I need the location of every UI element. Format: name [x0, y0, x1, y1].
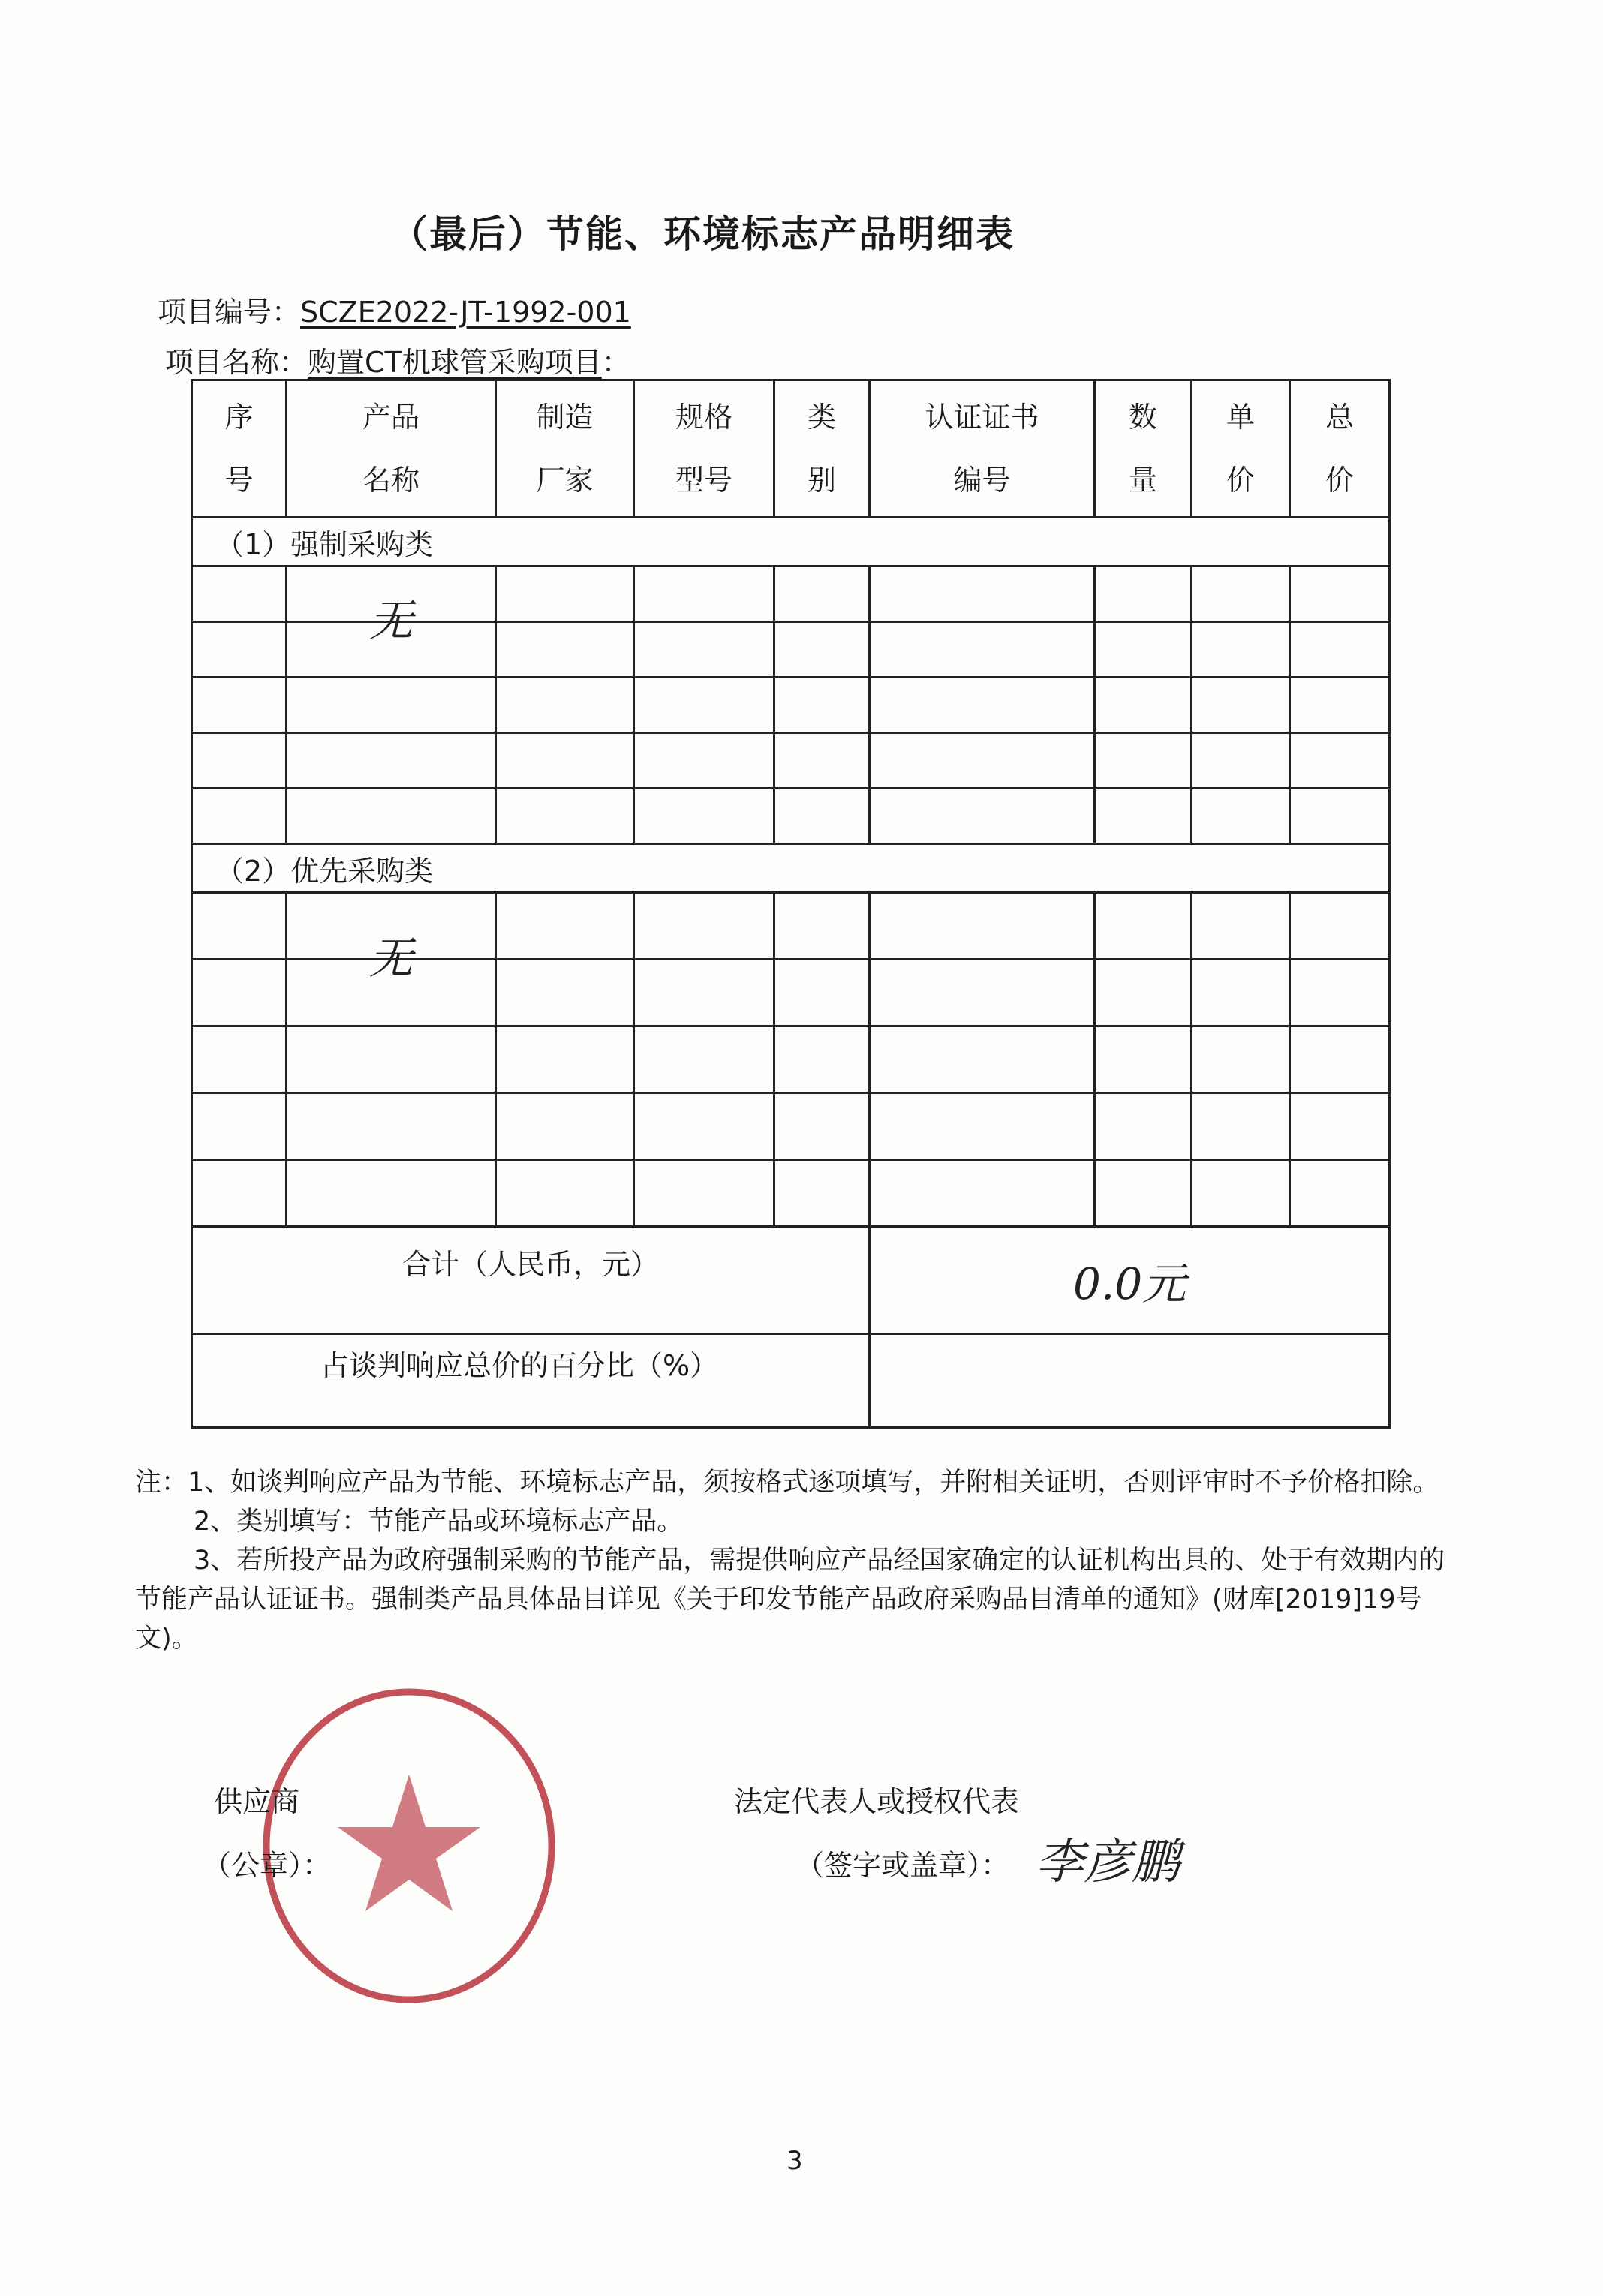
table-cell — [1192, 1026, 1290, 1093]
table-cell — [774, 789, 870, 844]
table-cell — [1192, 1160, 1290, 1227]
table-cell — [774, 622, 870, 678]
table-cell — [287, 1093, 496, 1160]
table-cell — [496, 1160, 634, 1227]
table-cell — [774, 1026, 870, 1093]
table-cell — [634, 1093, 774, 1160]
table-cell — [192, 622, 287, 678]
table-cell — [496, 733, 634, 789]
table-cell — [870, 960, 1095, 1026]
percent-value — [870, 1334, 1390, 1428]
table-row — [192, 893, 1390, 960]
table-cell — [287, 1026, 496, 1093]
handwritten-none: 无 — [287, 893, 496, 960]
table-row — [192, 1160, 1390, 1227]
table-cell — [634, 893, 774, 960]
table-cell — [1290, 678, 1390, 733]
table-cell — [496, 893, 634, 960]
table-cell — [192, 566, 287, 622]
table-cell — [287, 1160, 496, 1227]
table-cell — [870, 622, 1095, 678]
header-row — [192, 380, 1390, 518]
table-cell — [774, 678, 870, 733]
table-cell — [1192, 789, 1290, 844]
table-cell — [870, 1160, 1095, 1227]
section-row: （2）优先采购类 — [192, 844, 1390, 893]
table-cell — [496, 566, 634, 622]
col-header: 类 别 — [774, 380, 870, 518]
table-cell — [192, 893, 287, 960]
table-cell — [192, 960, 287, 1026]
table-cell — [774, 733, 870, 789]
project-name: 项目名称：购置CT机球管采购项目： — [165, 346, 630, 379]
table-cell — [634, 1026, 774, 1093]
table-cell — [1095, 622, 1192, 678]
table-row — [192, 566, 1390, 622]
section-row: （1）强制采购类 — [192, 518, 1390, 566]
table-cell — [287, 678, 496, 733]
supplier-seal-label: （公章）： — [203, 1849, 332, 1882]
table-row — [192, 678, 1390, 733]
table-cell — [1290, 622, 1390, 678]
table-cell — [1192, 893, 1290, 960]
table-cell — [870, 566, 1095, 622]
table-cell — [774, 893, 870, 960]
table-cell — [192, 1160, 287, 1227]
supplier-label: 供应商 — [214, 1785, 300, 1818]
table-cell — [496, 1026, 634, 1093]
table-cell — [1192, 733, 1290, 789]
table-cell — [1095, 678, 1192, 733]
page-number: 3 — [786, 2146, 803, 2176]
table-cell — [496, 789, 634, 844]
table-cell — [1192, 1093, 1290, 1160]
table-cell — [774, 566, 870, 622]
table-cell — [634, 1160, 774, 1227]
page-title: （最后）节能、环境标志产品明细表 — [390, 212, 1015, 256]
table-cell — [1290, 960, 1390, 1026]
table-cell — [1095, 1026, 1192, 1093]
table-cell — [1290, 733, 1390, 789]
table-row — [192, 1026, 1390, 1093]
table-cell — [870, 789, 1095, 844]
table-cell — [1192, 678, 1290, 733]
table-cell — [634, 789, 774, 844]
table-cell — [1290, 1093, 1390, 1160]
table-cell — [870, 1026, 1095, 1093]
table-cell — [634, 960, 774, 1026]
handwritten-none: 无 — [287, 566, 496, 622]
table-cell — [870, 678, 1095, 733]
rep-sign-label: （签字或盖章）： — [795, 1849, 1010, 1882]
table-cell — [1290, 1160, 1390, 1227]
product-table — [191, 379, 1391, 1429]
col-header: 制造 厂家 — [496, 380, 634, 518]
table-cell — [1192, 622, 1290, 678]
total-row: 合计（人民币，元） 0.0元 — [192, 1227, 1390, 1334]
table-cell — [1095, 789, 1192, 844]
table-cell — [496, 960, 634, 1026]
table-cell — [774, 1160, 870, 1227]
col-header: 序 号 — [192, 380, 287, 518]
col-header: 总 价 — [1290, 380, 1390, 518]
table-cell — [774, 960, 870, 1026]
table-cell — [634, 678, 774, 733]
table-cell — [192, 789, 287, 844]
col-header: 单 价 — [1192, 380, 1290, 518]
table-cell — [1095, 733, 1192, 789]
table-cell — [1095, 960, 1192, 1026]
project-number: 项目编号：SCZE2022-JT-1992-001 — [158, 296, 631, 329]
table-cell — [1095, 1160, 1192, 1227]
table-cell — [1290, 893, 1390, 960]
table-cell — [870, 893, 1095, 960]
col-header: 认证证书 编号 — [870, 380, 1095, 518]
table-row — [192, 789, 1390, 844]
signature: 李彦鹏 — [1036, 1835, 1180, 1890]
table-cell — [1095, 1093, 1192, 1160]
table-cell — [634, 622, 774, 678]
notes: 注：1、如谈判响应产品为节能、环境标志产品，须按格式逐项填写，并附相关证明，否则评审时不予价格扣除。 2、类别填写：节能产品或环境标志产品。 3、若所投产品为政府强制采购的节能产品，需提供响应产品经国家确定的认证机构出具的、处于有效期内的节能产品认证证书。强制类产品具体品目详见《关于印发节能产品政府采购品目清单的通知》(财库[2019]19号文)。 — [135, 1468, 1445, 1654]
table-cell — [634, 566, 774, 622]
table-cell — [1192, 566, 1290, 622]
table-cell — [496, 1093, 634, 1160]
table-cell — [1095, 566, 1192, 622]
table-cell — [870, 1093, 1095, 1160]
table-cell — [192, 1026, 287, 1093]
table-cell — [870, 733, 1095, 789]
col-header: 规格 型号 — [634, 380, 774, 518]
total-value: 0.0元 — [870, 1227, 1390, 1334]
table-cell — [192, 678, 287, 733]
table-cell — [1290, 1026, 1390, 1093]
col-header: 数 量 — [1095, 380, 1192, 518]
table-cell — [1290, 566, 1390, 622]
table-cell — [287, 733, 496, 789]
table-cell — [1192, 960, 1290, 1026]
table-cell — [634, 733, 774, 789]
table-cell — [1290, 789, 1390, 844]
table-row — [192, 733, 1390, 789]
percent-row: 占谈判响应总价的百分比（%） — [192, 1334, 1390, 1428]
table-cell — [496, 622, 634, 678]
col-header: 产品 名称 — [287, 380, 496, 518]
table-cell — [1095, 893, 1192, 960]
table-cell — [192, 1093, 287, 1160]
table-cell — [496, 678, 634, 733]
table-row — [192, 1093, 1390, 1160]
table-cell — [287, 789, 496, 844]
table-cell — [192, 733, 287, 789]
rep-label: 法定代表人或授权代表 — [734, 1785, 1020, 1818]
table-cell — [774, 1093, 870, 1160]
